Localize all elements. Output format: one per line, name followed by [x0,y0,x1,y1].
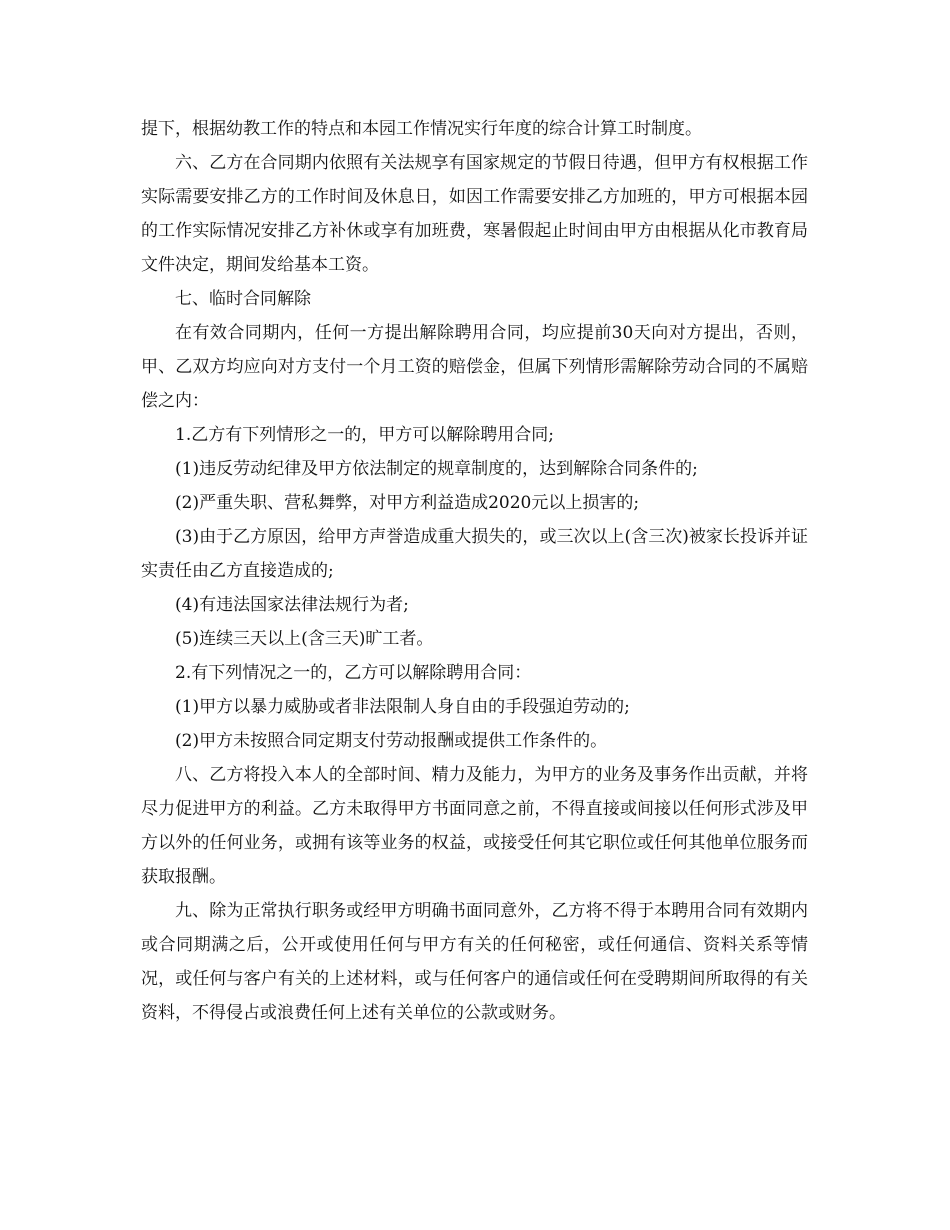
paragraph-clause-6: 六、乙方在合同期内依照有关法规享有国家规定的节假日待遇，但甲方有权根据工作实际需要安排乙方的工作时间及休息日，如因工作需要安排乙方加班的，甲方可根据本园的工作实际情况安排乙方补休或享有加班费，寒暑假起止时间由甲方由根据从化市教育局文件决定，期间发给基本工资。 [141,153,808,275]
paragraph-item-2: 2.有下列情况之一的，乙方可以解除聘用合同： [175,663,532,683]
paragraph-clause-7-heading: 七、临时合同解除 [175,289,311,309]
document-body [141,112,808,1030]
paragraph-item-2-2: (2)甲方未按照合同定期支付劳动报酬或提供工作条件的。 [175,731,608,751]
paragraph-item-1-1: (1)违反劳动纪律及甲方依法制定的规章制度的，达到解除合同条件的; [175,459,698,479]
paragraph-item-1-2: (2)严重失职、营私舞弊，对甲方利益造成2020元以上损害的; [175,493,640,513]
paragraph-item-1-3: (3)由于乙方原因，给甲方声誉造成重大损失的，或三次以上(含三次)被家长投诉并证实责任由乙方直接造成的; [141,527,808,581]
paragraph-item-2-1: (1)甲方以暴力威胁或者非法限制人身自由的手段强迫劳动的; [175,697,630,717]
paragraph-clause-8: 八、乙方将投入本人的全部时间、精力及能力，为甲方的业务及事务作出贡献，并将尽力促进甲方的利益。乙方未取得甲方书面同意之前，不得直接或间接以任何形式涉及甲方以外的任何业务，或拥有该等业务的权益，或接受任何其它职位或任何其他单位服务而获取报酬。 [141,765,808,887]
paragraph-item-1: 1.乙方有下列情形之一的，甲方可以解除聘用合同; [175,425,554,445]
paragraph-continuation: 提下，根据幼教工作的特点和本园工作情况实行年度的综合计算工时制度。 [141,119,702,139]
paragraph-clause-7-body: 在有效合同期内，任何一方提出解除聘用合同，均应提前30天向对方提出，否则，甲、乙双方均应向对方支付一个月工资的赔偿金，但属下列情形需解除劳动合同的不属赔偿之内： [141,323,808,411]
paragraph-item-1-4: (4)有违法国家法律法规行为者; [175,595,409,615]
paragraph-clause-9: 九、除为正常执行职务或经甲方明确书面同意外，乙方将不得于本聘用合同有效期内或合同期满之后，公开或使用任何与甲方有关的任何秘密，或任何通信、资料关系等情况，或任何与客户有关的上述材料，或与任何客户的通信或任何在受聘期间所取得的有关资料，不得侵占或浪费任何上述有关单位的公款或财务。 [141,901,808,1023]
paragraph-item-1-5: (5)连续三天以上(含三天)旷工者。 [175,629,434,649]
